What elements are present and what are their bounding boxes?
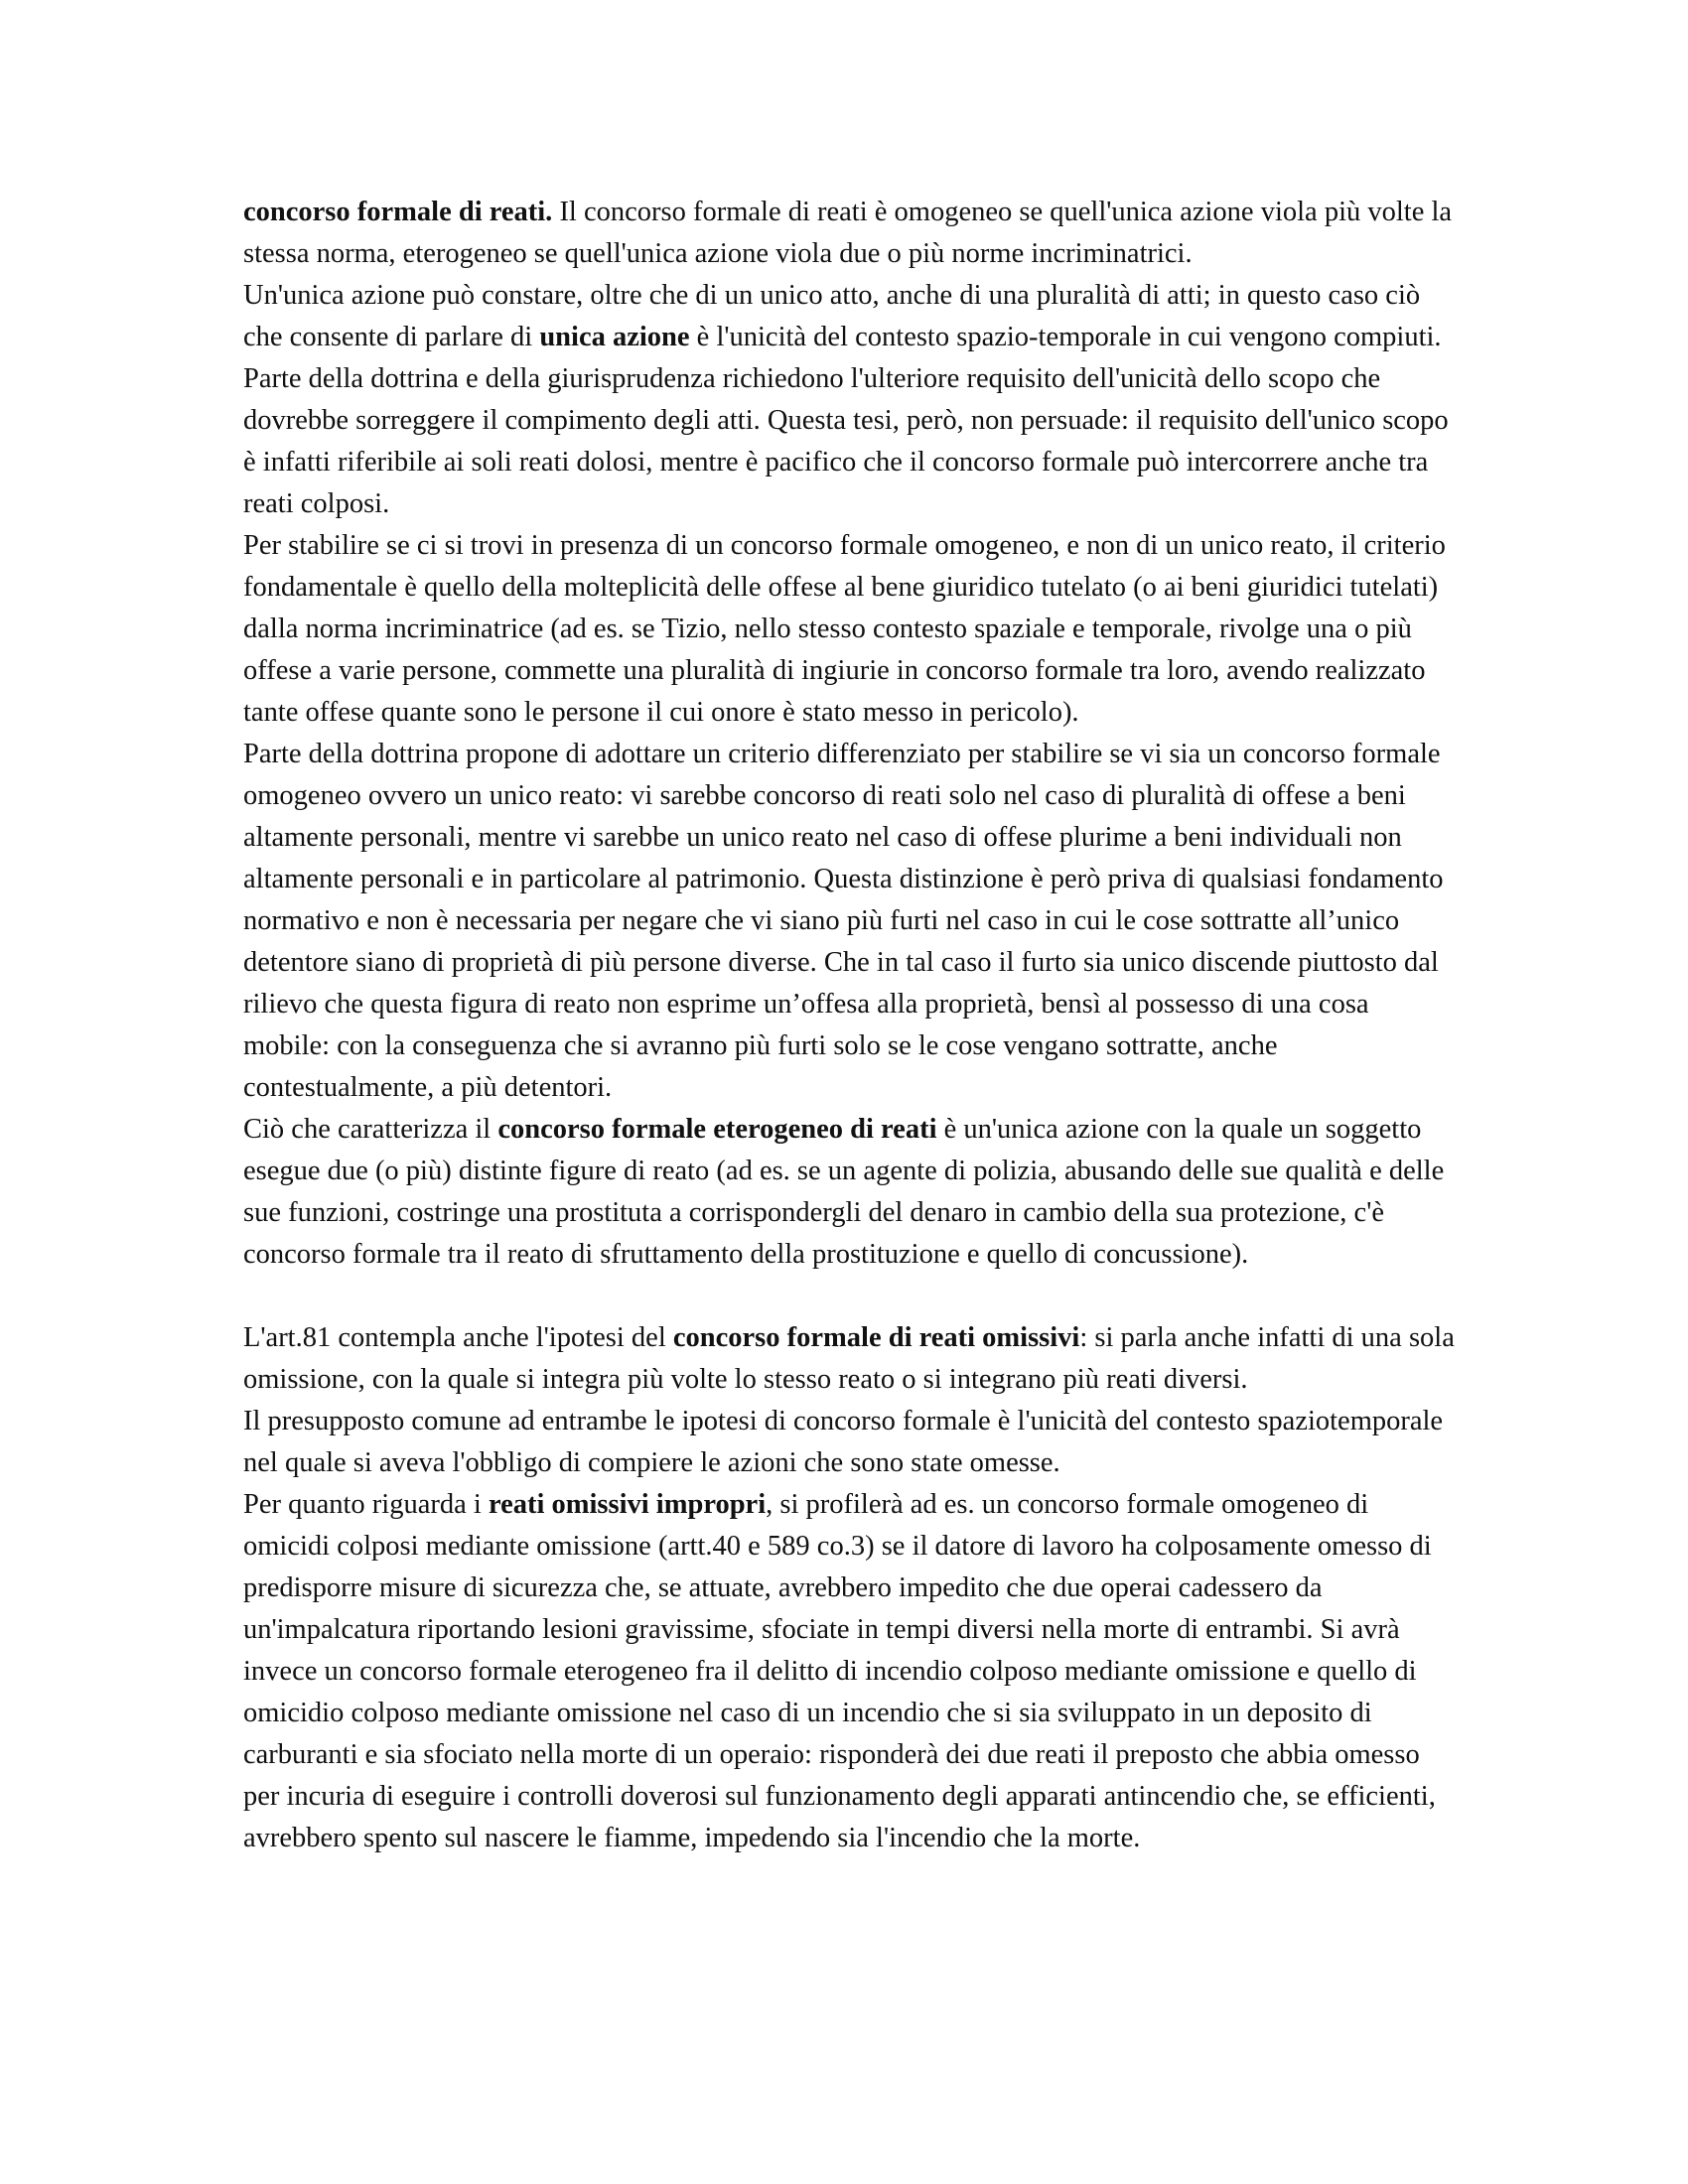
paragraph-criterio-fondamentale [243, 525, 1460, 734]
bold-term-concorso-formale: concorso formale di reati. [243, 197, 553, 227]
paragraph-text: Per quanto riguarda i [243, 1489, 489, 1520]
document-page [243, 192, 1460, 1859]
paragraph-text: : si parla anche infatti di una sola omissione, con la quale si integra più volte lo stesso reato o si integrano più reati diversi. [243, 1322, 1455, 1395]
paragraph-text: Il presupposto comune ad entrambe le ipotesi di concorso formale è l'unicità del contesto spaziotemporale nel quale si aveva l'obbligo di compiere le azioni che sono state omesse. [243, 1406, 1444, 1478]
paragraph-concorso-eterogeneo [243, 1109, 1460, 1276]
paragraph-text: è un'unica azione con la quale un soggetto esegue due (o più) distinte figure di reato (ad es. se un agente di polizia, abusando delle sue qualità e delle sue funzioni, costringe una prostituta a corrispondergli del denaro in cambio della sua protezione, c'è concorso formale tra il reato di sfruttamento della prostituzione e quello di concussione). [243, 1114, 1445, 1270]
paragraph-text: Il concorso formale di reati è omogeneo se quell'unica azione viola più volte la stessa norma, eterogeneo se quell'unica azione viola due o più norme incriminatrici. [243, 197, 1453, 269]
paragraph-text: Per stabilire se ci si trovi in presenza di un concorso formale omogeneo, e non di un unico reato, il criterio fondamentale è quello della molteplicità delle offese al bene giuridico tutelato (o ai beni giuridici tutelati) dalla norma incriminatrice (ad es. se Tizio, nello stesso contesto spaziale e temporale, rivolge una o più offese a varie persone, commette una pluralità di ingiurie in concorso formale tra loro, avendo realizzato tante offese quante sono le persone il cui onore è stato messo in pericolo). [243, 530, 1446, 728]
paragraph-text: Parte della dottrina propone di adottare un criterio differenziato per stabilire se vi sia un concorso formale omogeneo ovvero un unico reato: vi sarebbe concorso di reati solo nel caso di pluralità di offese a beni altamente personali, mentre vi sarebbe un unico reato nel caso di offese plurime a beni individuali non altamente personali e in particolare al patrimonio. Questa distinzione è però priva di qualsiasi fondamento normativo e non è necessaria per negare che vi siano più furti nel caso in cui le cose sottratte all’unico detentore siano di proprietà di più persone diverse. Che in tal caso il furto sia unico discende piuttosto dal rilievo che questa figura di reato non esprime un’offesa alla proprietà, bensì al possesso di una cosa mobile: con la conseguenza che si avranno più furti solo se le cose vengano sottratte, anche contestualmente, a più detentori. [243, 739, 1444, 1103]
paragraph-unicita-scopo [243, 358, 1460, 525]
paragraph-unica-azione [243, 275, 1460, 358]
paragraph-text: Ciò che caratterizza il [243, 1114, 498, 1145]
bold-term-unica-azione: unica azione [539, 322, 690, 352]
paragraph-text: Parte della dottrina e della giurisprudenza richiedono l'ulteriore requisito dell'unicità dello scopo che dovrebbe sorreggere il compimento degli atti. Questa tesi, però, non persuade: il requisito dell'unico scopo è infatti riferibile ai soli reati dolosi, mentre è pacifico che il concorso formale può intercorrere anche tra reati colposi. [243, 363, 1449, 519]
paragraph-concorso-formale-definizione [243, 192, 1460, 275]
paragraph-presupposto-comune [243, 1401, 1460, 1484]
bold-term-reati-omissivi: concorso formale di reati omissivi [672, 1322, 1080, 1353]
bold-term-concorso-eterogeneo: concorso formale eterogeneo di reati [497, 1114, 937, 1145]
paragraph-reati-omissivi [243, 1317, 1460, 1401]
paragraph-text: L'art.81 contempla anche l'ipotesi del [243, 1322, 673, 1353]
paragraph-criterio-differenziato [243, 734, 1460, 1109]
paragraph-text: Un'unica azione può constare, oltre che di un unico atto, anche di una pluralità di atti; in questo caso ciò che consente di parlare di [243, 280, 1421, 352]
paragraph-text: è l'unicità del contesto spazio-temporale in cui vengono compiuti. [689, 322, 1442, 352]
paragraph-text: , si profilerà ad es. un concorso formale omogeneo di omicidi colposi mediante omissione (artt.40 e 589 co.3) se il datore di lavoro ha colposamente omesso di predisporre misure di sicurezza che, se attuate, avrebbero impedito che due operai cadessero da un'impalcatura riportando lesioni gravissime, sfociate in tempi diversi nella morte di entrambi. Si avrà invece un concorso formale eterogeneo fra il delitto di incendio colposo mediante omissione e quello di omicidio colposo mediante omissione nel caso di un incendio che si sia sviluppato in un deposito di carburanti e sia sfociato nella morte di un operaio: risponderà dei due reati il preposto che abbia omesso per incuria di eseguire i controlli doverosi sul funzionamento degli apparati antincendio che, se efficienti, avrebbero spento sul nascere le fiamme, impedendo sia l'incendio che la morte. [243, 1489, 1436, 1853]
bold-term-omissivi-impropri: reati omissivi impropri [488, 1489, 767, 1520]
paragraph-omissivi-impropri [243, 1484, 1460, 1859]
